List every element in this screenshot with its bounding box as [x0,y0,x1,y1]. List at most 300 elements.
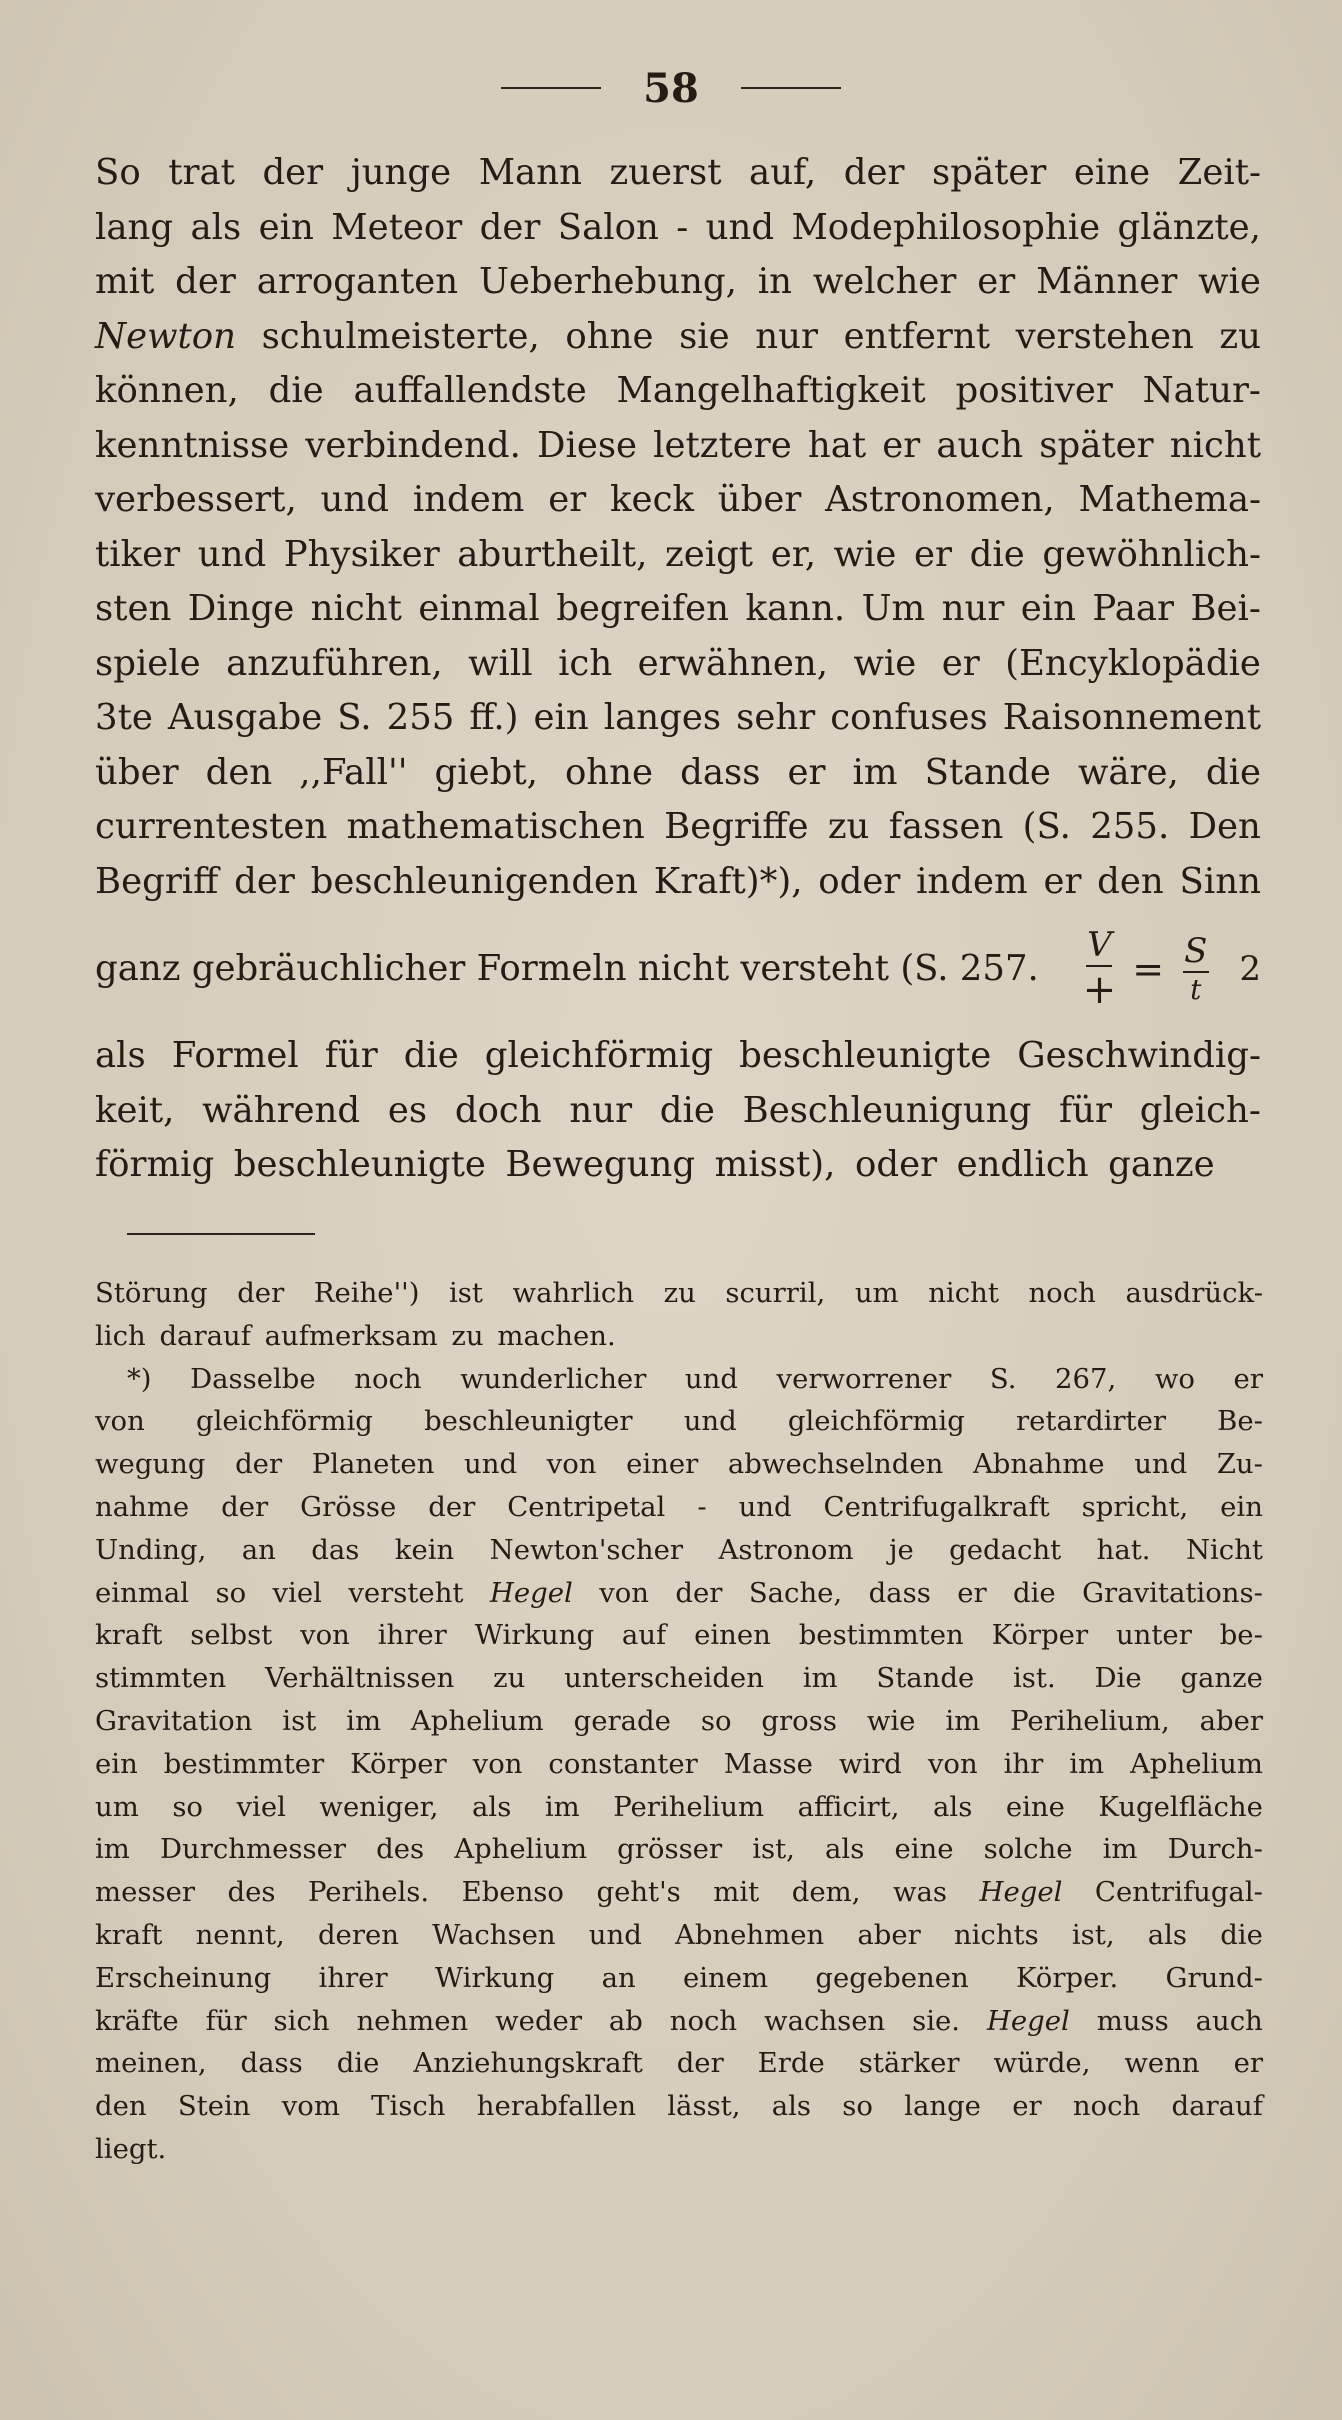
word: unter [1115,1619,1192,1652]
formula-line [95,909,1261,1029]
footnote-line [95,1529,1263,1572]
footnote-line [95,1828,1263,1871]
word: Reihe'') [313,1277,420,1309]
word: Ueberhebung, [478,261,737,302]
word: dass [868,1576,931,1609]
word: nahme [95,1490,190,1523]
text-line [95,855,1261,910]
word: Sache, [748,1576,843,1609]
word: Aphelium [410,1704,544,1737]
word: von [546,1448,597,1481]
word: wegung [95,1448,206,1481]
word: und [1134,1448,1188,1481]
word: Körper [350,1747,447,1780]
text-line [95,146,1261,201]
word: Perihels. [308,1876,430,1909]
word: die [1220,1918,1263,1951]
word: (Encyklopädie [1005,642,1261,684]
word: Um [861,588,926,629]
word: noch [1072,2090,1141,2123]
word: Grund- [1165,1961,1263,1994]
word: nicht [928,1277,999,1309]
main-text [95,146,1261,1193]
word: Dinge [187,588,295,629]
word: kenntnisse [95,424,290,466]
footnote-line [95,1572,1263,1615]
word: be- [1219,1619,1263,1652]
word: verstehen [1015,315,1194,357]
word: vom [281,2090,340,2123]
word: Aphelium [1130,1747,1263,1780]
formula [1082,925,1261,1013]
word: Hegel [979,1876,1063,1909]
word: ein [533,697,589,738]
formula-equals: = [1132,946,1165,991]
word: lange [904,2090,981,2123]
word: viel [272,1576,322,1609]
word: noch [669,2004,738,2037]
word: das [311,1533,360,1566]
word: auch [1195,2004,1263,2037]
word: muss [1096,2004,1169,2037]
word: und [683,1405,737,1438]
word: Centrifugalkraft [823,1490,1050,1523]
page-number: 58 [643,64,699,112]
footnote-line [95,1443,1263,1486]
word: dem, [791,1876,861,1909]
word: sie [679,315,730,357]
word: Wirkung [474,1619,595,1652]
page-header [0,58,1342,118]
text-line [95,582,1261,637]
word: stärker [858,2047,960,2080]
word: Verhältnissen [264,1662,455,1695]
text-line [95,800,1261,855]
word: auffallendste [353,370,587,411]
text-line [95,310,1261,365]
word: grösser [617,1833,723,1866]
word: ihr [1003,1747,1044,1780]
footnote-line [95,1358,1263,1401]
word: den [1097,860,1164,902]
word: der [237,1277,285,1309]
text-line [95,473,1261,528]
word: mit [713,1876,760,1909]
footnote-line [95,2000,1263,2043]
text-line [95,201,1261,256]
footnote-line [95,1871,1263,1914]
word: ihrer [377,1619,447,1652]
word: Wirkung [434,1961,555,1994]
word: machen. [497,1319,616,1352]
word: unterscheiden [564,1662,764,1695]
word: S. [989,1362,1017,1395]
word: ,,Fall'' [299,751,408,793]
word: so [172,1790,203,1823]
word: und [464,1448,518,1481]
word: zu [827,806,870,847]
footnote-line [95,2085,1263,2128]
word: von [599,1576,649,1609]
word: so [700,1704,732,1737]
word: Paar [1092,588,1175,629]
word: es [387,1089,428,1131]
word: hat [807,424,867,466]
word: Beschleunigung [742,1089,1032,1131]
word: darauf [1171,2090,1263,2123]
word: Stande [876,1662,975,1695]
word: gross [761,1704,837,1737]
word: für [1059,1089,1112,1131]
word: verbindend. [305,424,521,466]
word: Bei- [1190,588,1261,629]
main-text-block-2 [95,1029,1261,1193]
word: 267, [1055,1362,1117,1395]
word: ich [558,642,613,684]
word: zu [1219,315,1261,357]
word: Physiker [283,533,440,575]
word: Die [1094,1662,1142,1695]
word: als [825,1833,865,1866]
word: bestimmter [163,1747,325,1780]
word: ist [282,1704,317,1737]
word: und [320,479,389,520]
word: Bewegung [505,1144,696,1185]
word: als [1147,1918,1188,1951]
word: er [1233,2047,1263,2080]
word: entfernt [843,315,990,357]
footnote-line [95,1614,1263,1657]
word: zu [493,1662,526,1695]
word: Gravitation [95,1704,253,1737]
word: um [854,1277,899,1309]
word: nennt, [195,1918,285,1951]
word: beschleunigenden [310,860,638,902]
word: von [472,1747,523,1780]
word: einen [694,1619,771,1652]
word: gleichförmig [195,1405,373,1438]
word: Masse [723,1747,813,1780]
word: kraft [95,1918,163,1951]
word: sich [273,2004,330,2037]
word: förmig [95,1144,215,1185]
word: ihrer [318,1961,388,1994]
word: schulmeisterte, [261,315,540,357]
word: aburtheilt, [457,533,648,575]
word: die [336,2047,380,2080]
text-line [95,255,1261,310]
word: für [205,2004,247,2037]
word: wunderlicher [460,1362,647,1395]
word: von [300,1619,350,1652]
word: ist, [1071,1918,1115,1951]
word: gerade [573,1704,671,1737]
word: Abnehmen [674,1918,825,1951]
word: wahrlich [512,1277,635,1309]
word: geht's [596,1876,681,1909]
word: ein [258,206,314,248]
word: auch [936,424,1024,466]
word: Begriffe [664,806,809,847]
word: nur [941,588,1005,629]
word: ohne [565,315,654,357]
word: Körper. [1015,1961,1119,1994]
word: einmal [418,588,540,629]
header-rule-right [741,87,841,89]
word: trat [168,152,235,193]
word: ausdrück- [1125,1277,1263,1309]
word: Centripetal [507,1490,666,1523]
word: noch [1028,1277,1096,1309]
word: glänzte, [1117,206,1261,248]
footnote-line [95,1957,1263,2000]
word: endlich [956,1144,1089,1185]
word: viel [236,1790,286,1823]
word: nicht [310,588,402,629]
word: Diese [537,424,638,466]
word: zu [451,1319,484,1352]
word: 3te [95,697,153,738]
word: kann. [745,588,846,629]
word: wenn [1124,2047,1200,2080]
word: verbessert, [95,479,297,520]
word: der [234,860,295,902]
footnote-separator [127,1233,315,1235]
word: langes [603,697,722,738]
word: nicht [1169,424,1261,466]
word: Erscheinung [95,1961,272,1994]
word: gedacht [949,1533,1062,1566]
word: Raisonnement [1002,697,1261,738]
word: wie [853,642,917,684]
word: Aphelium [454,1833,588,1866]
word: er [1012,2090,1042,2123]
word: 255. [1090,806,1170,847]
word: wie [1198,261,1261,302]
word: für [324,1035,378,1076]
header-rule-left [501,87,601,89]
word: um [95,1790,139,1823]
word: selbst [190,1619,273,1652]
word: nichts [953,1918,1039,1951]
word: (S. [1022,806,1071,847]
word: abwechselnden [727,1448,944,1481]
word: an [601,1961,636,1994]
word: im [1102,1833,1138,1866]
word: im [945,1704,981,1737]
word: sie. [912,2004,961,2037]
word: - [697,1490,707,1523]
word: beschleunigter [424,1405,633,1438]
word: Nicht [1185,1533,1263,1566]
word: der [675,1576,723,1609]
word: während [202,1089,361,1131]
word: S. [337,697,372,738]
text-line [95,1138,1261,1193]
word: indem [412,479,525,520]
word: misst), [714,1144,836,1185]
word: Wachsen [432,1918,556,1951]
word: später [932,152,1047,193]
word: mathematischen [346,806,645,847]
word: solche [983,1833,1073,1866]
word: verworrener [776,1362,952,1395]
word: Ausgabe [167,697,323,738]
word: auf [621,1619,667,1652]
word: Unding, [95,1533,207,1566]
text-line [95,419,1261,474]
word: der [428,1490,476,1523]
word: darauf [159,1319,251,1352]
word: und [197,533,267,575]
footnote-line [95,1786,1263,1829]
word: letztere [653,424,792,466]
word: tiker [95,533,181,575]
word: Newton'scher [489,1533,684,1566]
word: im [544,1790,580,1823]
word: über [95,751,179,793]
word: Stande [924,751,1051,793]
word: Gravitations- [1082,1576,1263,1609]
word: lang [95,206,174,248]
footnote-line [95,1914,1263,1957]
word: eine [1005,1790,1065,1823]
word: als [190,206,242,248]
word: gleich- [1139,1089,1261,1131]
word: Astronomen, [825,479,1055,520]
word: lich [95,1319,146,1352]
word: die [1205,751,1261,793]
text-line [95,364,1261,419]
word: Erde [757,2047,825,2080]
word: eine [894,1833,954,1866]
word: Perihelium, [1010,1704,1170,1737]
word: beschleunigte [739,1035,992,1076]
word: den [205,751,273,793]
word: giebt, [434,751,538,793]
word: Astronom [718,1533,854,1566]
word: Be- [1217,1405,1263,1438]
word: aufmerksam [264,1319,438,1352]
word: afficirt, [797,1790,900,1823]
word: und [705,206,775,248]
word: zeigt [665,533,754,575]
word: wird [838,1747,902,1780]
word: liegt. [95,2132,167,2165]
word: ein [1220,1490,1263,1523]
word: kraft [95,1619,163,1652]
word: doch [454,1089,542,1131]
word: des [227,1876,276,1909]
word: Meteor [331,206,463,248]
word: die [659,1089,715,1131]
word: Durchmesser [159,1833,346,1866]
word: dass [240,2047,303,2080]
word: aber [1199,1704,1263,1737]
word: nehmen [356,2004,469,2037]
formula-factor: 2 [1239,948,1261,989]
word: dass [680,751,761,793]
word: Männer [1036,261,1178,302]
word: ist, [752,1833,795,1866]
word: Abnahme [972,1448,1105,1481]
word: Perihelium [613,1790,765,1823]
word: und [684,1362,738,1395]
word: sten [95,588,172,629]
word: der [235,1448,283,1481]
word: der [843,152,905,193]
word: den [95,2090,147,2123]
word: so [842,2090,873,2123]
word: Kugelfläche [1098,1790,1263,1823]
formula-numerator-v: V [1087,925,1112,965]
word: spricht, [1081,1490,1189,1523]
word: ohne [564,751,654,793]
word: er [787,751,826,793]
footnote-line [95,1486,1263,1529]
word: Modephilosophie [791,206,1101,248]
word: Anziehungskraft [413,2047,643,2080]
word: junge [350,152,452,193]
text-line [95,746,1261,801]
word: im [95,1833,130,1866]
word: Hegel [986,2004,1070,2037]
word: im [1069,1747,1105,1780]
word: wie [866,1704,916,1737]
word: kein [394,1533,455,1566]
word: welcher [812,261,957,302]
word: nur [755,315,818,357]
word: constanter [548,1747,698,1780]
word: beschleunigte [233,1144,486,1185]
word: im [346,1704,382,1737]
word: wo [1154,1362,1195,1395]
footnote-line [95,1272,1263,1315]
word: kräfte [95,2004,179,2037]
word: Planeten [311,1448,435,1481]
word: die [403,1035,459,1076]
word: gegebenen [815,1961,969,1994]
word: ist. [1013,1662,1056,1695]
word: Salon [557,206,659,248]
word: weniger, [319,1790,439,1823]
word: deren [317,1918,399,1951]
footnote-line [95,1315,1263,1358]
formula-fraction-s [1180,931,1211,1006]
word: oder [818,860,901,902]
word: von [927,1747,978,1780]
word: er [977,261,1016,302]
word: ein [95,1747,138,1780]
word: der [262,152,324,193]
word: Mangelhaftigkeit [616,370,926,411]
word: die [268,370,324,411]
text-line [95,1029,1261,1084]
main-text-block-1 [95,146,1261,909]
word: der [676,2047,724,2080]
formula-denominator-t: t [1190,973,1202,1006]
word: einem [682,1961,769,1994]
footnote-line [95,2128,1263,2171]
word: und [738,1490,792,1523]
word: erwähnen, [637,642,829,684]
word: als [95,1035,146,1076]
word: er [882,424,921,466]
word: herabfallen [476,2090,637,2123]
word: anzuführen, [226,642,443,684]
word: Geschwindig- [1017,1035,1261,1076]
word: Zeit- [1177,152,1261,193]
